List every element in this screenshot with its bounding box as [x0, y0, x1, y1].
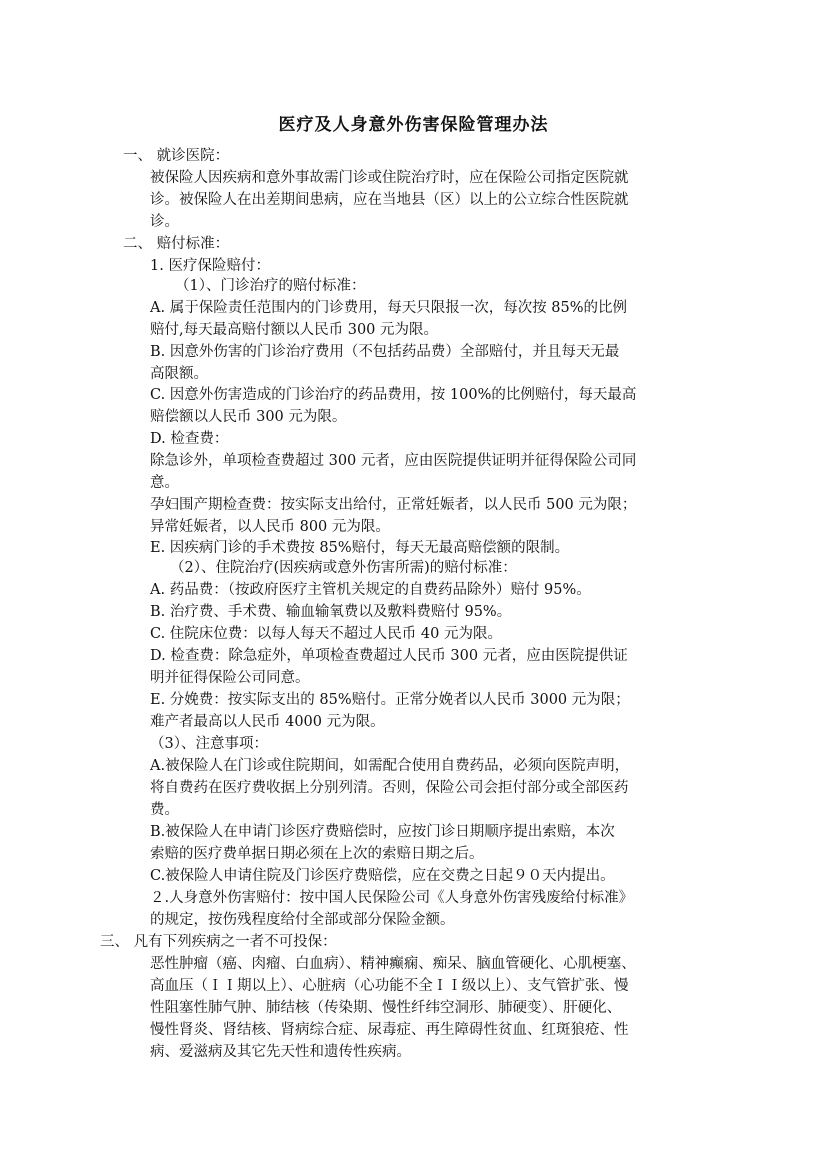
inpatient-heading: （2）、住院治疗(因疾病或意外伤害所需)的赔付标准：	[170, 560, 517, 576]
notes-a-line3: 费。	[150, 802, 179, 818]
section3-line3: 性阻塞性肺气肿、肺结核（传染期、慢性纤纬空洞形、肺硬变）、肝硬化、	[150, 1000, 622, 1016]
outpatient-c-line1: C. 因意外伤害造成的门诊治疗的药品费用，按 100%的比例赔付，每天最高	[150, 387, 637, 403]
outpatient-d-line4: 异常妊娠者，以人民币 800 元为限。	[150, 519, 390, 535]
outpatient-a-line2: 赔付,每天最高赔付额以人民币 300 元为限。	[150, 322, 439, 338]
section3-line4: 慢性肾炎、肾结核、肾病综合症、尿毒症、再生障碍性贫血、红斑狼疮、性	[150, 1022, 629, 1038]
section3-line2: 高血压（ＩＩ期以上）、心脏病（心功能不全ＩＩ级以上）、支气管扩张、慢	[150, 978, 629, 994]
outpatient-b-line1: B. 因意外伤害的门诊治疗费用（不包括药品费）全部赔付，并且每天无最	[150, 344, 620, 360]
medical-insurance-heading: 1. 医疗保险赔付：	[150, 258, 270, 274]
inpatient-e-line1: E. 分娩费：按实际支出的 85%赔付。正常分娩者以人民币 3000 元为限；	[150, 692, 630, 708]
section1-text-line1: 被保险人因疾病和意外事故需门诊或住院治疗时，应在保险公司指定医院就	[150, 170, 629, 186]
section2-heading: 二、 赔付标准：	[123, 236, 230, 252]
outpatient-d-line3: 孕妇围产期检查费：按实际支出给付，正常妊娠者，以人民币 500 元为限；	[150, 497, 637, 513]
section1-text-line2: 诊。被保险人在出差期间患病，应在当地县（区）以上的公立综合性医院就	[150, 192, 629, 208]
notes-heading: （3）、注意事项：	[150, 736, 268, 752]
inpatient-d-line2: 明并征得保险公司同意。	[150, 670, 310, 686]
outpatient-heading: （1）、门诊治疗的赔付标准：	[175, 278, 366, 294]
section3-line1: 恶性肿瘤（癌、肉瘤、白血病）、精神癫痫、痴呆、脑血管硬化、心肌梗塞、	[150, 956, 636, 972]
section3-heading: 三、 凡有下列疾病之一者不可投保：	[100, 934, 337, 950]
outpatient-a-line1: A. 属于保险责任范围内的门诊费用，每天只限报一次，每次按 85%的比例	[150, 300, 628, 316]
section3-line5: 病、爱滋病及其它先天性和遗传性疾病。	[150, 1044, 411, 1060]
inpatient-b: B. 治疗费、手术费、输血输氧费以及敷料费赔付 95%。	[150, 604, 512, 620]
outpatient-e-line1: E. 因疾病门诊的手术费按 85%赔付，每天无最高赔偿额的限制。	[150, 540, 570, 556]
notes-a-line1: A.被保险人在门诊或住院期间，如需配合使用自费药品，必须向医院声明，	[150, 758, 630, 774]
outpatient-d-line2: 意。	[150, 475, 179, 491]
section1-text-line3: 诊。	[150, 214, 179, 230]
inpatient-a: A. 药品费：（按政府医疗主管机关规定的自费药品除外）赔付 95%。	[150, 582, 591, 598]
outpatient-c-line2: 赔偿额以人民币 300 元为限。	[150, 409, 347, 425]
notes-a-line2: 将自费药在医疗费收据上分别列清。否则，保险公司会拒付部分或全部医药	[150, 780, 629, 796]
inpatient-c: C. 住院床位费：以每人每天不超过人民币 40 元为限。	[150, 626, 502, 642]
section1-heading: 一、 就诊医院：	[123, 148, 230, 164]
inpatient-d-line1: D. 检查费：除急症外，单项检查费超过人民币 300 元者，应由医院提供证	[150, 648, 628, 664]
notes-b-line2: 索赔的医疗费单据日期必须在上次的索赔日期之后。	[150, 846, 484, 862]
notes-c-line1: C.被保险人申请住院及门诊医疗费赔偿，应在交费之日起９０天内提出。	[150, 868, 615, 884]
accident-line1: ２.人身意外伤害赔付：按中国人民保险公司《人身意外伤害残废给付标准》	[150, 890, 634, 906]
notes-b-line1: B.被保险人在申请门诊医疗费赔偿时，应按门诊日期顺序提出索赔，本次	[150, 824, 615, 840]
document-title: 医疗及人身意外伤害保险管理办法	[278, 115, 549, 135]
inpatient-e-line2: 难产者最高以人民币 4000 元为限。	[150, 714, 385, 730]
accident-line2: 的规定，按伤残程度给付全部或部分保险金额。	[150, 912, 455, 928]
outpatient-d-heading: D. 检查费：	[150, 431, 229, 447]
outpatient-d-line1: 除急诊外，单项检查费超过 300 元者，应由医院提供证明并征得保险公司同	[150, 453, 637, 469]
outpatient-b-line2: 高限额。	[150, 366, 208, 382]
